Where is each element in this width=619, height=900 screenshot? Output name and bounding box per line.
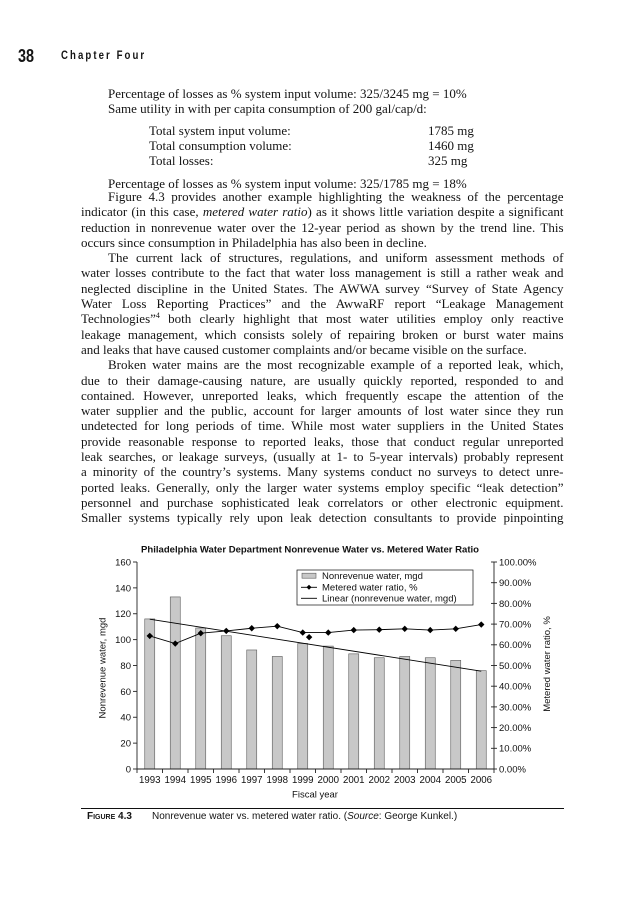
y-tick-label-right: 60.00%: [499, 640, 532, 652]
x-tick-label: 1999: [291, 774, 314, 786]
text-run: ) as it shows little variation despite a significant: [307, 204, 564, 220]
x-tick-label: 1996: [215, 774, 238, 786]
legend-bar-swatch-icon: [302, 573, 316, 578]
bar-2006: [476, 671, 486, 769]
y-tick-label-left: 80: [120, 660, 131, 672]
y-tick-label-left: 60: [120, 686, 131, 698]
text-run: a minority of the country’s systems. Many systems conduct no surveys to detect unre-: [81, 464, 564, 480]
y-tick-label-right: 40.00%: [499, 681, 532, 693]
y-tick-label-left: 100: [115, 635, 131, 647]
text-run: indicator (in this case,: [81, 204, 203, 220]
text-line: [81, 388, 564, 403]
text-run: occurs since consumption in Philadelphia has also been in decline.: [81, 234, 427, 250]
y-tick-label-right: 20.00%: [499, 723, 532, 734]
bar-1998: [272, 656, 282, 769]
figure-caption: [87, 811, 457, 823]
paragraph: [81, 250, 564, 357]
legend-entry: Linear (nonrevenue water, mgd): [322, 593, 457, 605]
ratio-marker-1997: [249, 625, 255, 631]
text-run: both clearly highlight that most water utilities employ only reactive: [159, 311, 564, 327]
text-line: [81, 373, 564, 388]
text-run: The current lack of structures, regulations, and uniform assessment methods of: [108, 250, 564, 266]
bar-2005: [451, 660, 461, 769]
text-line: [81, 235, 564, 250]
text-line: [81, 189, 564, 204]
text-run: Smaller systems typically rely upon leak detection consultants to provide pinpointing: [81, 510, 564, 526]
bar-2000: [323, 646, 333, 769]
paragraph: [81, 189, 564, 250]
text-line: [81, 265, 564, 280]
y-tick-label-left: 160: [115, 557, 131, 569]
bar-2003: [400, 656, 410, 769]
y-tick-label-left: 140: [115, 583, 131, 595]
text-run: leakage management, which consists solely of repairing broken or burst water mains: [81, 326, 564, 342]
table-label: Total system input volume:: [149, 122, 291, 138]
text-run: Water Loss Reporting Practices” and the AwwaRF report “Leakage Management: [81, 296, 564, 312]
caption-text: : George Kunkel.): [378, 810, 458, 822]
ratio-marker-2004: [427, 627, 433, 633]
ratio-marker-1999: [300, 629, 306, 635]
text-line: [81, 418, 564, 433]
text-line: [81, 480, 564, 495]
bar-1999: [298, 644, 308, 769]
bar-1995: [196, 628, 206, 769]
y-tick-label-left: 20: [120, 738, 131, 750]
caption-source-label: Source: [347, 810, 379, 822]
bar-2001: [349, 654, 359, 769]
text-line: [81, 311, 564, 326]
text-line: [81, 204, 564, 219]
x-tick-label: 2003: [393, 774, 416, 786]
text-run: leak searches, or leakage surveys, (usually at 1- to 5-year intervals) probably represent: [81, 449, 564, 465]
text-run: Technologies”: [81, 311, 156, 327]
text-run: provide reasonable response to reported leaks, those that conduct regular unreported: [81, 433, 564, 449]
y-tick-label-right: 90.00%: [499, 578, 532, 590]
ratio-marker-1996: [223, 628, 229, 634]
intro-line-1: Percentage of losses as % system input volume: 325/3245 mg = 10%: [108, 86, 467, 101]
x-tick-label: 1998: [266, 774, 289, 786]
x-tick-label: 1994: [164, 774, 187, 786]
bar-2002: [374, 658, 384, 769]
chapter-title: Chapter Four: [61, 48, 147, 62]
bar-2004: [425, 658, 435, 769]
text-line: [81, 327, 564, 342]
intro-line-2: Same utility in with per capita consumption of 200 gal/cap/d:: [108, 101, 427, 116]
text-line: [81, 434, 564, 449]
italic-term: metered water ratio: [202, 204, 308, 220]
x-tick-label: 2001: [342, 774, 365, 786]
x-tick-label: 2005: [444, 774, 467, 786]
x-tick-label: 2000: [317, 774, 340, 786]
caption-text: Nonrevenue water vs. metered water ratio. (: [152, 810, 348, 822]
y-axis-title-left: Nonrevenue water, mgd: [97, 617, 109, 719]
ratio-marker-2000: [325, 629, 331, 635]
x-tick-label: 2006: [470, 774, 493, 786]
text-run: ported leaks. Generally, only the larger water systems employ specific “leak detection”: [81, 479, 564, 495]
y-tick-label-right: 0.00%: [499, 764, 526, 776]
bar-1993: [145, 619, 155, 769]
text-line: [81, 357, 564, 372]
text-line: [81, 250, 564, 265]
text-line: [81, 464, 564, 479]
text-line: [81, 296, 564, 311]
y-tick-label-left: 120: [115, 609, 131, 621]
chart-title: Philadelphia Water Department Nonrevenue Water vs. Metered Water Ratio: [141, 544, 480, 556]
footnote-reference: 4: [155, 311, 160, 321]
text-line: [81, 220, 564, 235]
legend-entry: Metered water ratio, %: [322, 582, 418, 594]
ratio-marker-2001: [351, 627, 357, 633]
text-run: and leaks that have caused customer complaints and/or became visible on the surface.: [81, 341, 527, 357]
table-value: 325 mg: [428, 153, 468, 169]
x-tick-label: 1997: [240, 774, 263, 786]
y-tick-label-right: 70.00%: [499, 619, 532, 631]
text-run: Figure 4.3 provides another example highlighting the weakness of the percentage: [108, 189, 564, 204]
text-run: neglected discipline in the United States. The AWWA survey “Survey of State Agency: [81, 280, 564, 296]
text-line: [81, 510, 564, 525]
y-tick-label-right: 100.00%: [499, 557, 537, 569]
text-run: personnel and purchase sophisticated leak correlators or other electronic equipment.: [81, 494, 564, 510]
ratio-marker-2002: [376, 626, 382, 632]
y-tick-label-right: 80.00%: [499, 598, 532, 610]
y-tick-label-right: 10.00%: [499, 743, 532, 755]
ratio-marker-2003: [402, 626, 408, 632]
text-line: [81, 495, 564, 510]
text-line: [81, 342, 564, 357]
ratio-marker-2006: [478, 621, 484, 627]
text-line: [81, 449, 564, 464]
text-run: contained. However, unreported leaks, which frequently escape the attention of the: [81, 387, 564, 403]
text-run: Broken water mains are the most recognizable example of a reported leak, which,: [108, 357, 564, 373]
table-label: Total losses:: [149, 153, 214, 169]
ratio-marker-2005: [453, 626, 459, 632]
body-text: [81, 189, 564, 526]
text-run: due to their damage-causing nature, are usually quickly reported, responded to and: [81, 372, 564, 388]
y-axis-title-right: Metered water ratio, %: [542, 616, 553, 712]
y-tick-label-left: 40: [120, 712, 131, 724]
text-line: [81, 403, 564, 418]
ratio-marker-extra: [306, 634, 312, 640]
figure-chart: [85, 535, 565, 805]
x-tick-label: 2002: [368, 774, 391, 786]
bar-1997: [247, 650, 257, 769]
x-tick-label: 1993: [138, 774, 161, 786]
x-tick-label: 2004: [419, 774, 442, 786]
figure-label: Figure 4.3: [87, 810, 132, 822]
table-value: 1460 mg: [428, 137, 474, 153]
y-tick-label-left: 0: [125, 764, 131, 776]
table-label: Total consumption volume:: [149, 137, 292, 153]
intro-line-3: Percentage of losses as % system input volume: 325/1785 mg = 18%: [108, 176, 467, 191]
caption-rule: [81, 808, 564, 809]
y-tick-label-right: 30.00%: [499, 702, 532, 714]
legend: [297, 570, 473, 605]
text-run: water supplier and the public, account for larger amounts of lost water since they run: [81, 403, 564, 419]
text-run: undetected for long periods of time. While most water suppliers in the United States: [81, 418, 564, 434]
page-number: 38: [18, 46, 35, 66]
x-tick-label: 1995: [189, 774, 212, 786]
ratio-marker-1998: [274, 623, 280, 629]
text-run: reduction in nonrevenue water over the 12-year period as shown by the trend line. This: [81, 219, 564, 235]
legend-entry: Nonrevenue water, mgd: [322, 570, 423, 582]
paragraph: [81, 357, 564, 525]
y-tick-label-right: 50.00%: [499, 660, 532, 672]
text-line: [81, 281, 564, 296]
x-axis-title: Fiscal year: [292, 789, 338, 801]
bar-1996: [221, 636, 231, 769]
table-value: 1785 mg: [428, 122, 474, 138]
text-run: water losses contribute to the fact that water loss management is still a rather weak and: [81, 265, 564, 281]
